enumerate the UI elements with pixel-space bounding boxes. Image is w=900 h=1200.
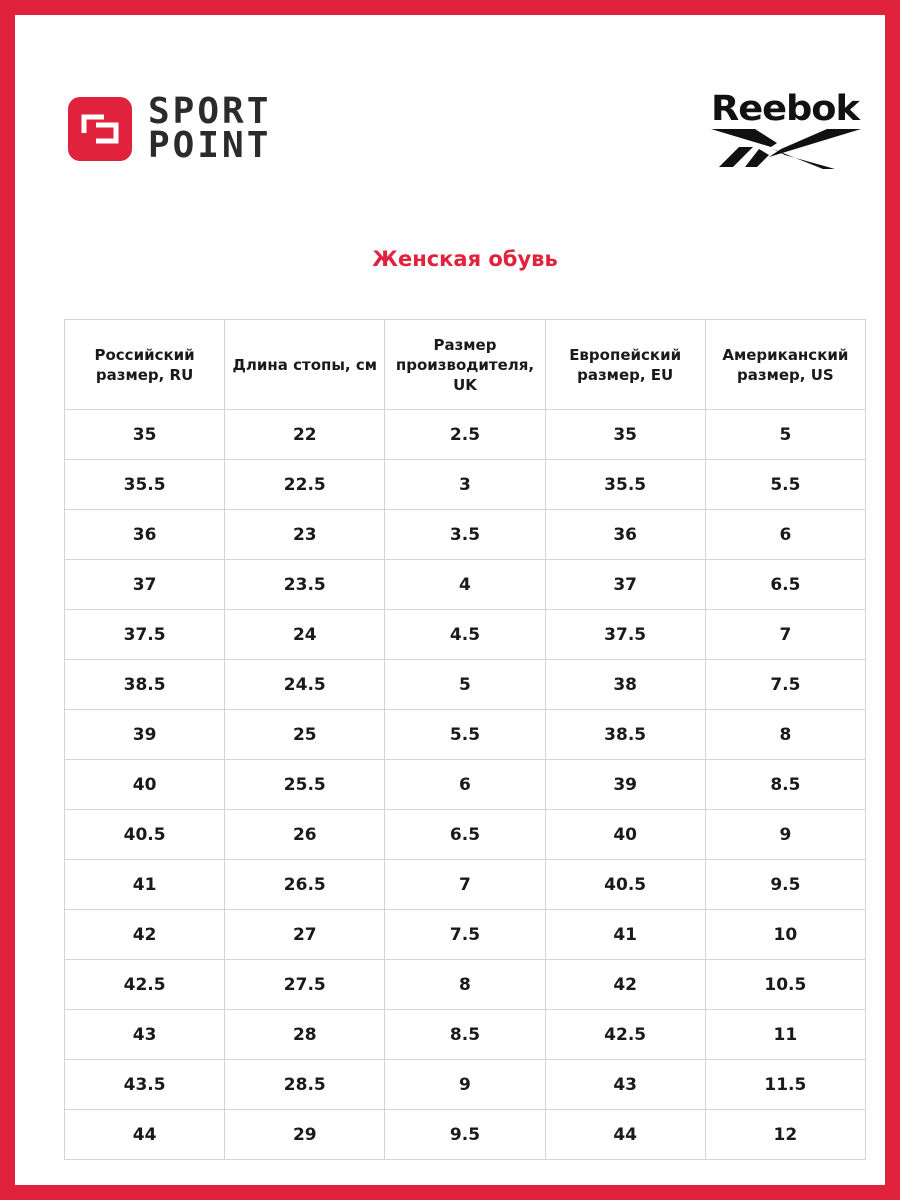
cell-us: 11 <box>705 1010 865 1060</box>
table-row <box>65 810 866 860</box>
table-row <box>65 860 866 910</box>
sportpoint-mark-icon <box>68 97 132 161</box>
cell-uk: 3 <box>385 460 545 510</box>
cell-foot-length: 26.5 <box>225 860 385 910</box>
reebok-wordmark: Reebok <box>711 89 859 129</box>
cell-uk: 7.5 <box>385 910 545 960</box>
cell-eu: 41 <box>545 910 705 960</box>
table-row <box>65 910 866 960</box>
cell-us: 9 <box>705 810 865 860</box>
size-chart-table <box>64 319 866 1160</box>
sportpoint-line1: SPORT <box>148 91 272 132</box>
cell-uk: 2.5 <box>385 410 545 460</box>
cell-uk: 9 <box>385 1060 545 1110</box>
table-row <box>65 1060 866 1110</box>
cell-eu: 38.5 <box>545 710 705 760</box>
cell-ru: 41 <box>65 860 225 910</box>
cell-eu: 36 <box>545 510 705 560</box>
cell-ru: 39 <box>65 710 225 760</box>
cell-uk: 5.5 <box>385 710 545 760</box>
cell-us: 10.5 <box>705 960 865 1010</box>
table-row <box>65 610 866 660</box>
cell-uk: 9.5 <box>385 1110 545 1160</box>
cell-us: 6.5 <box>705 560 865 610</box>
header-foot-length: Длина стопы, см <box>225 320 385 410</box>
cell-us: 5.5 <box>705 460 865 510</box>
cell-ru: 35.5 <box>65 460 225 510</box>
cell-us: 11.5 <box>705 1060 865 1110</box>
cell-foot-length: 22.5 <box>225 460 385 510</box>
cell-ru: 42 <box>65 910 225 960</box>
table-header-row <box>65 320 866 410</box>
cell-foot-length: 25 <box>225 710 385 760</box>
cell-uk: 4 <box>385 560 545 610</box>
cell-uk: 8 <box>385 960 545 1010</box>
cell-foot-length: 27 <box>225 910 385 960</box>
cell-eu: 39 <box>545 760 705 810</box>
cell-us: 7 <box>705 610 865 660</box>
cell-ru: 42.5 <box>65 960 225 1010</box>
cell-ru: 43 <box>65 1010 225 1060</box>
cell-us: 8.5 <box>705 760 865 810</box>
cell-eu: 43 <box>545 1060 705 1110</box>
size-chart-body <box>65 410 866 1160</box>
header-us: Американский размер, US <box>705 320 865 410</box>
header-uk: Размер производителя, UK <box>385 320 545 410</box>
reebok-delta-icon <box>711 127 861 171</box>
cell-eu: 35 <box>545 410 705 460</box>
cell-foot-length: 23.5 <box>225 560 385 610</box>
cell-uk: 6 <box>385 760 545 810</box>
cell-ru: 35 <box>65 410 225 460</box>
cell-foot-length: 28.5 <box>225 1060 385 1110</box>
cell-uk: 7 <box>385 860 545 910</box>
cell-eu: 35.5 <box>545 460 705 510</box>
cell-us: 7.5 <box>705 660 865 710</box>
cell-ru: 40 <box>65 760 225 810</box>
cell-foot-length: 22 <box>225 410 385 460</box>
cell-eu: 42 <box>545 960 705 1010</box>
table-row <box>65 660 866 710</box>
sportpoint-wordmark <box>148 91 272 166</box>
cell-foot-length: 27.5 <box>225 960 385 1010</box>
page-title: Женская обувь <box>372 247 558 271</box>
sportpoint-logo <box>68 91 298 167</box>
cell-foot-length: 26 <box>225 810 385 860</box>
cell-uk: 6.5 <box>385 810 545 860</box>
cell-foot-length: 28 <box>225 1010 385 1060</box>
table-row <box>65 460 866 510</box>
cell-us: 8 <box>705 710 865 760</box>
cell-ru: 38.5 <box>65 660 225 710</box>
cell-ru: 43.5 <box>65 1060 225 1110</box>
cell-us: 12 <box>705 1110 865 1160</box>
cell-eu: 38 <box>545 660 705 710</box>
cell-uk: 5 <box>385 660 545 710</box>
table-row <box>65 1110 866 1160</box>
table-row <box>65 960 866 1010</box>
cell-eu: 42.5 <box>545 1010 705 1060</box>
cell-foot-length: 29 <box>225 1110 385 1160</box>
reebok-logo <box>705 87 865 177</box>
cell-foot-length: 24 <box>225 610 385 660</box>
cell-eu: 37 <box>545 560 705 610</box>
cell-ru: 44 <box>65 1110 225 1160</box>
cell-eu: 37.5 <box>545 610 705 660</box>
cell-us: 10 <box>705 910 865 960</box>
cell-uk: 3.5 <box>385 510 545 560</box>
table-row <box>65 410 866 460</box>
cell-foot-length: 25.5 <box>225 760 385 810</box>
header-ru: Российский размер, RU <box>65 320 225 410</box>
table-row <box>65 510 866 560</box>
cell-ru: 37 <box>65 560 225 610</box>
cell-us: 6 <box>705 510 865 560</box>
cell-foot-length: 23 <box>225 510 385 560</box>
cell-eu: 40 <box>545 810 705 860</box>
sportpoint-line2: POINT <box>148 125 272 166</box>
cell-eu: 44 <box>545 1110 705 1160</box>
cell-eu: 40.5 <box>545 860 705 910</box>
cell-ru: 40.5 <box>65 810 225 860</box>
cell-us: 9.5 <box>705 860 865 910</box>
table-row <box>65 1010 866 1060</box>
cell-uk: 4.5 <box>385 610 545 660</box>
cell-foot-length: 24.5 <box>225 660 385 710</box>
cell-uk: 8.5 <box>385 1010 545 1060</box>
cell-ru: 37.5 <box>65 610 225 660</box>
table-row <box>65 760 866 810</box>
cell-ru: 36 <box>65 510 225 560</box>
header-eu: Европейский размер, EU <box>545 320 705 410</box>
cell-us: 5 <box>705 410 865 460</box>
table-row <box>65 560 866 610</box>
table-row <box>65 710 866 760</box>
